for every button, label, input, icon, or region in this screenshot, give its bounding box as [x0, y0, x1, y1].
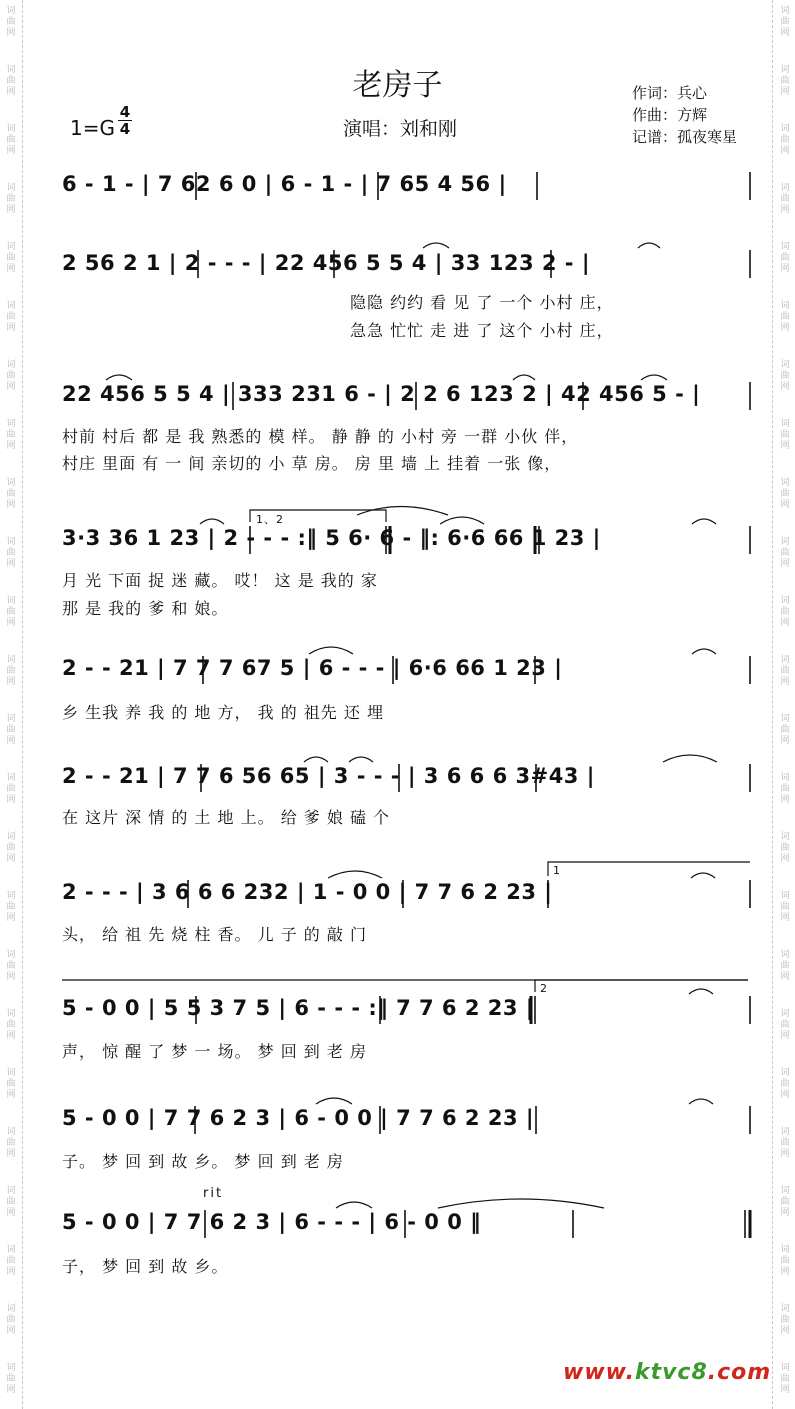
- score-row-5-notes: 2 - - 21 | 7 7 7 67 5 | 6 - - - | 6·6 66 1 23 |: [62, 656, 563, 680]
- score-row-10-lyrics: 子， 梦 回 到 故 乡。: [62, 1257, 229, 1276]
- left-watermark-text: 词 曲 网: [6, 1068, 16, 1100]
- left-watermark-text: 词 曲 网: [6, 242, 16, 274]
- right-watermark-text: 词 曲 网: [780, 6, 790, 38]
- left-watermark-text: 词 曲 网: [6, 832, 16, 864]
- right-watermark-text: 词 曲 网: [780, 1186, 790, 1218]
- left-watermark-text: 词 曲 网: [6, 537, 16, 569]
- score-row-4-lyrics-verse-1: 月 光 下面 捉 迷 藏。 哎！ 这 是 我的 家: [62, 571, 378, 590]
- score-row-9-lyrics: 子。 梦 回 到 故 乡。 梦 回 到 老 房: [62, 1152, 344, 1171]
- score-row-7-lyrics: 头， 给 祖 先 烧 柱 香。 儿 子 的 敲 门: [62, 925, 367, 944]
- time-signature-top: 4: [119, 103, 131, 121]
- right-watermark-text: 词 曲 网: [780, 1068, 790, 1100]
- score-row-1-notes: 6 - 1 - | 7 62 6 0 | 6 - 1 - | 7 65 4 56 |: [62, 172, 507, 196]
- left-watermark-text: 词 曲 网: [6, 1363, 16, 1395]
- right-watermark-text: 词 曲 网: [780, 478, 790, 510]
- score-row-2-notes: 2 56 2 1 | 2 - - - | 22 456 5 5 4 | 33 123 2 - |: [62, 251, 590, 275]
- right-watermark-text: 词 曲 网: [780, 1127, 790, 1159]
- left-watermark-text: 词 曲 网: [6, 183, 16, 215]
- score-row-6-notes: 2 - - 21 | 7 7 6 56 65 | 3 - - - | 3 6 6 6 3#43 |: [62, 764, 595, 788]
- left-watermark-text: 词 曲 网: [6, 478, 16, 510]
- right-watermark-text: 词 曲 网: [780, 714, 790, 746]
- site-watermark-logo: www.ktvc8.com: [563, 1360, 772, 1385]
- left-watermark-text: 词 曲 网: [6, 655, 16, 687]
- singer-credit: 演唱：刘和刚: [343, 118, 458, 140]
- right-watermark-text: 词 曲 网: [780, 301, 790, 333]
- right-watermark-text: 词 曲 网: [780, 242, 790, 274]
- time-signature-bottom: 4: [119, 120, 131, 138]
- left-watermark-text: 词 曲 网: [6, 301, 16, 333]
- left-watermark-text: 词 曲 网: [6, 891, 16, 923]
- score-row-2-lyrics-verse-1: 隐隐 约约 看 见 了 一个 小村 庄，: [350, 293, 614, 312]
- composer-credit: 作曲：方辉: [632, 106, 708, 124]
- volta-1-2-label: 1、2: [256, 513, 284, 526]
- score-row-4-notes: 3·3 36 1 23 | 2 - - - :‖ 5 6· 6 - ‖: 6·6 66 1 23 |: [62, 526, 601, 550]
- left-watermark-text: 词 曲 网: [6, 1304, 16, 1336]
- left-watermark-text: 词 曲 网: [6, 6, 16, 38]
- score-row-3-notes: 22 456 5 5 4 | 333 231 6 - | 2 2 6 123 2 | 42 456 5 - |: [62, 382, 701, 406]
- left-watermark-text: 词 曲 网: [6, 596, 16, 628]
- volta-1-label: 1: [553, 864, 561, 877]
- right-watermark-text: 词 曲 网: [780, 1009, 790, 1041]
- lyricist-credit: 作词：兵心: [632, 84, 708, 102]
- right-watermark-text: 词 曲 网: [780, 183, 790, 215]
- right-watermark-text: 词 曲 网: [780, 773, 790, 805]
- score-row-10-notes: 5 - 0 0 | 7 7 6 2 3 | 6 - - - | 6 - 0 0 ‖: [62, 1210, 482, 1234]
- left-watermark-text: 词 曲 网: [6, 714, 16, 746]
- right-watermark-text: 词 曲 网: [780, 419, 790, 451]
- key-signature: 1=G: [70, 116, 115, 140]
- score-row-6-lyrics: 在 这片 深 情 的 土 地 上。 给 爹 娘 磕 个: [62, 808, 391, 827]
- transcriber-credit: 记谱：孤夜寒星: [632, 128, 738, 146]
- left-watermark-text: 词 曲 网: [6, 419, 16, 451]
- score-row-8-notes: 5 - 0 0 | 5 5 3 7 5 | 6 - - - :‖ 7 7 6 2 23 |: [62, 996, 534, 1020]
- score-row-7-notes: 2 - - - | 3 6 6 6 232 | 1 - 0 0 | 7 7 6 2 23 |: [62, 880, 553, 904]
- right-watermark-text: 词 曲 网: [780, 950, 790, 982]
- left-watermark-text: 词 曲 网: [6, 1245, 16, 1277]
- left-watermark-text: 词 曲 网: [6, 1009, 16, 1041]
- left-watermark-text: 词 曲 网: [6, 1127, 16, 1159]
- right-watermark-text: 词 曲 网: [780, 1304, 790, 1336]
- ritardando-mark: rit: [203, 1186, 224, 1201]
- left-watermark-text: 词 曲 网: [6, 65, 16, 97]
- volta-2-label: 2: [540, 982, 548, 995]
- right-watermark-text: 词 曲 网: [780, 1363, 790, 1395]
- score-row-8-lyrics: 声， 惊 醒 了 梦 一 场。 梦 回 到 老 房: [62, 1042, 367, 1061]
- right-watermark-text: 词 曲 网: [780, 596, 790, 628]
- right-watermark-text: 词 曲 网: [780, 65, 790, 97]
- score-row-3-lyrics-verse-2: 村庄 里面 有 一 间 亲切的 小 草 房。 房 里 墙 上 挂着 一张 像，: [62, 454, 562, 473]
- score-row-9-notes: 5 - 0 0 | 7 7 6 2 3 | 6 - 0 0 | 7 7 6 2 23 |: [62, 1106, 535, 1130]
- left-watermark-text: 词 曲 网: [6, 773, 16, 805]
- right-watermark-text: 词 曲 网: [780, 1245, 790, 1277]
- left-watermark-text: 词 曲 网: [6, 950, 16, 982]
- left-watermark-text: 词 曲 网: [6, 360, 16, 392]
- right-watermark-text: 词 曲 网: [780, 537, 790, 569]
- right-watermark-text: 词 曲 网: [780, 124, 790, 156]
- right-watermark-text: 词 曲 网: [780, 360, 790, 392]
- score-row-3-lyrics-verse-1: 村前 村后 都 是 我 熟悉的 模 样。 静 静 的 小村 旁 一群 小伙 伴，: [62, 427, 579, 446]
- right-watermark-text: 词 曲 网: [780, 891, 790, 923]
- song-title: 老房子: [352, 68, 443, 103]
- score-row-4-lyrics-verse-2: 那 是 我的 爹 和 娘。: [62, 599, 229, 618]
- right-watermark-text: 词 曲 网: [780, 655, 790, 687]
- score-row-5-lyrics: 乡 生我 养 我 的 地 方， 我 的 祖先 还 埋: [62, 703, 384, 722]
- score-row-2-lyrics-verse-2: 急急 忙忙 走 进 了 这个 小村 庄，: [350, 321, 614, 340]
- left-watermark-text: 词 曲 网: [6, 1186, 16, 1218]
- left-watermark-text: 词 曲 网: [6, 124, 16, 156]
- right-watermark-text: 词 曲 网: [780, 832, 790, 864]
